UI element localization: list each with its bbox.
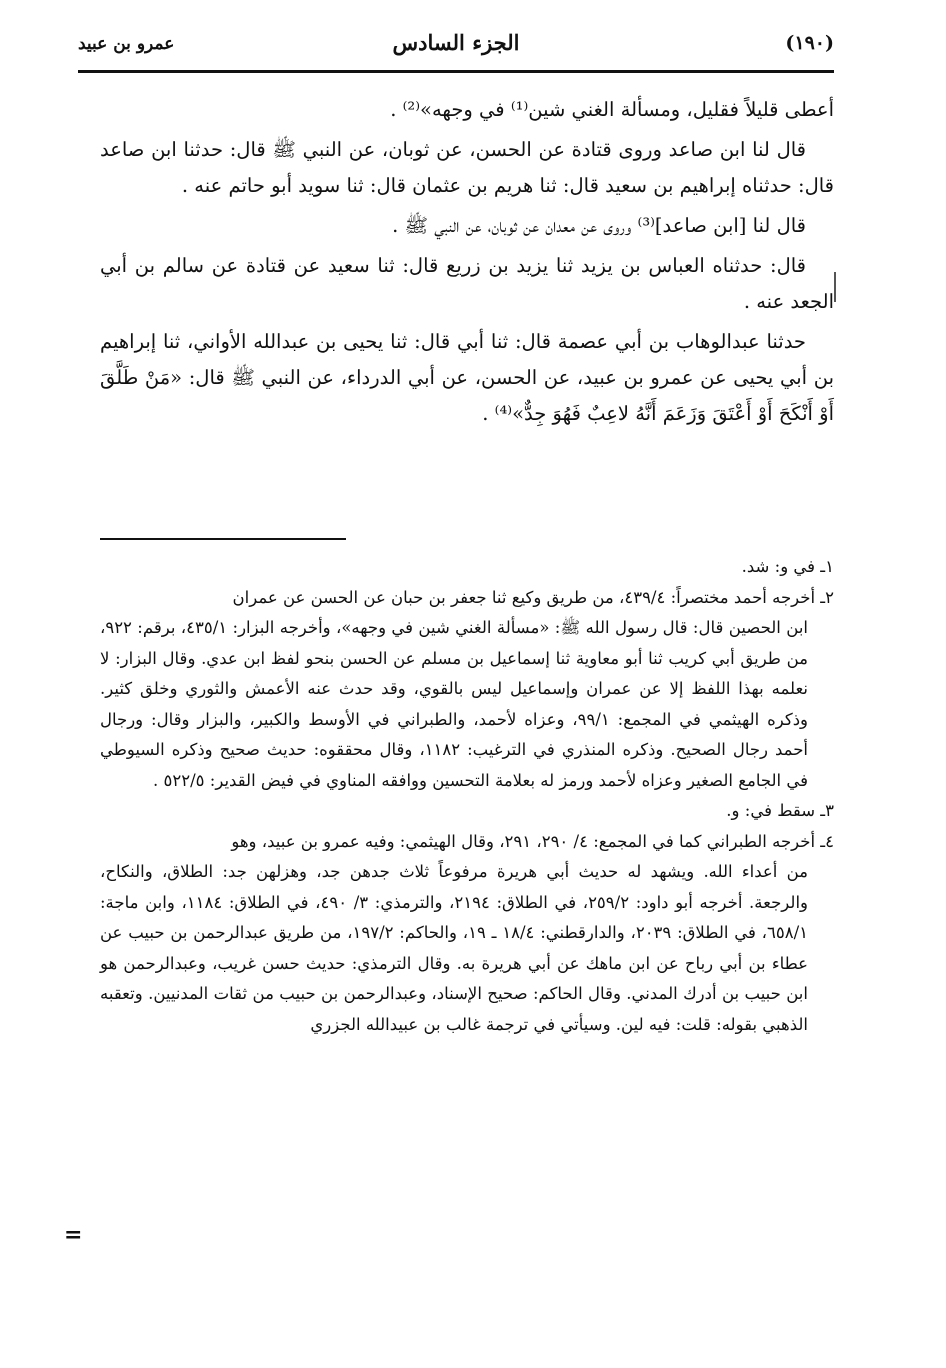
footnote: ٣ـ سقط في: و. <box>726 801 834 820</box>
page-header <box>78 28 834 72</box>
continuation-mark: = <box>64 1222 83 1248</box>
volume-title: الجزء السادس <box>392 30 520 55</box>
main-text <box>100 92 834 436</box>
paragraph: قال لنا ابن صاعد وروى قتادة عن الحسن، عن ثوبان، عن النبي ﷺ قال: حدثنا ابن صاعد قال: حدثناه إبراهيم بن سعيد قال: ثنا هريم بن عثمان قال: ثنا سويد أبو حاتم عنه . <box>100 138 834 197</box>
paragraph: قال: حدثناه العباس بن يزيد ثنا يزيد بن زريع قال: ثنا سعيد عن قتادة عن سالم بن أبي الجعد عنه . <box>100 254 834 313</box>
paragraph: حدثنا عبدالوهاب بن أبي عصمة قال: ثنا أبي قال: ثنا يحيى بن عبدالله الأواني، ثنا إبراهيم بن أبي يحيى عن عمرو بن عبيد، عن الحسن، عن أبي الدرداء، عن النبي ﷺ قال: «مَنْ طَلَّقَ أَوْ أَنْكَحَ أَوْ أَعْتَقَ وَزَعَمَ أَنَّهُ لاعِبٌ فَهُوَ جِدٌّ»⁽⁴⁾ . <box>100 330 834 425</box>
footnote-separator <box>100 538 346 540</box>
footnote-continuation: ابن الحصين قال: قال رسول الله ﷺ: «مسألة الغني شين في وجهه»، وأخرجه البزار: ٤٣٥/١، برقم: ٩٢٢، من طريق أبي كريب ثنا أبو معاوية ثنا إسماعيل بن مسلم عن الحسن بنحو لفظ ابن عدي. وقال البزار: لا نعلمه بهذا اللفظ إلا عن عمران وإسماعيل ليس بالقوي، وقد حدث عنه الأعمش والثوري وخلق كثير. وذكره الهيثمي في المجمع: ٩٩/١، وعزاه لأحمد، والطبراني في الأوسط والكبير، والبزار وقال: ورجال أحمد رجال الصحيح. وذكره المنذري في الترغيب: ١١٨٢، وقال محققوه: حديث صحيح وذكره السيوطي في الجامع الصغير وعزاه لأحمد ورمز له بعلامة التحسين ووافقه المناوي في فيض القدير: ٥٢٢/٥ . <box>100 618 809 790</box>
page-number: (١٩٠) <box>785 32 834 54</box>
paragraph: قال لنا [ابن صاعد]⁽³⁾ وروى عن معدان عن ثوبان، عن النبي ﷺ . <box>392 214 806 237</box>
footnote-continuation: من أعداء الله. ويشهد له حديث أبي هريرة مرفوعاً ثلاث جدهن جد، وهزلهن جد: الطلاق، والنكاح، والرجعة. أخرجه أبو داود: ٢٥٩/٢، في الطلاق: ٢١٩٤، والترمذي: ٣/ ٤٩٠، في الطلاق: ١١٨٤، وابن ماجة: ٦٥٨/١، في الطلاق: ٢٠٣٩، والدارقطني: ١٨/٤ ـ ١٩، والحاكم: ١٩٧/٢، من طريق عبدالرحمن بن حبيب عن عطاء بن أبي رباح عن ابن ماهك عن أبي هريرة به. وقال الترمذي: حديث حسن غريب، وعبدالرحمن هو ابن حبيب بن أدرك المدني. وقال الحاكم: صحيح الإسناد، وعبدالرحمن بن حبيب من ثقات المدنيين. وتعقبه الذهبي بقوله: قلت: فيه لين. وسيأتي في ترجمة غالب بن عبيدالله الجزري <box>100 862 808 1034</box>
margin-mark <box>834 272 836 302</box>
running-title: عمرو بن عبيد <box>78 34 175 54</box>
footnote: ٤ـ أخرجه الطبراني كما في المجمع: ٤/ ٢٩٠، ٢٩١، وقال الهيثمي: وفيه عمرو بن عبيد، وهو <box>231 831 834 851</box>
paragraph: أعطى قليلاً فقليل، ومسألة الغني شين⁽¹⁾ في وجهه»⁽²⁾ . <box>390 98 834 121</box>
footnote: ١ـ في و: شد. <box>741 557 834 576</box>
footnotes <box>100 552 834 1040</box>
footnote: ٢ـ أخرجه أحمد مختصراً: ٤٣٩/٤، من طريق وكيع ثنا جعفر بن حبان عن الحسن عن عمران <box>232 587 834 607</box>
header-rule <box>78 70 834 73</box>
